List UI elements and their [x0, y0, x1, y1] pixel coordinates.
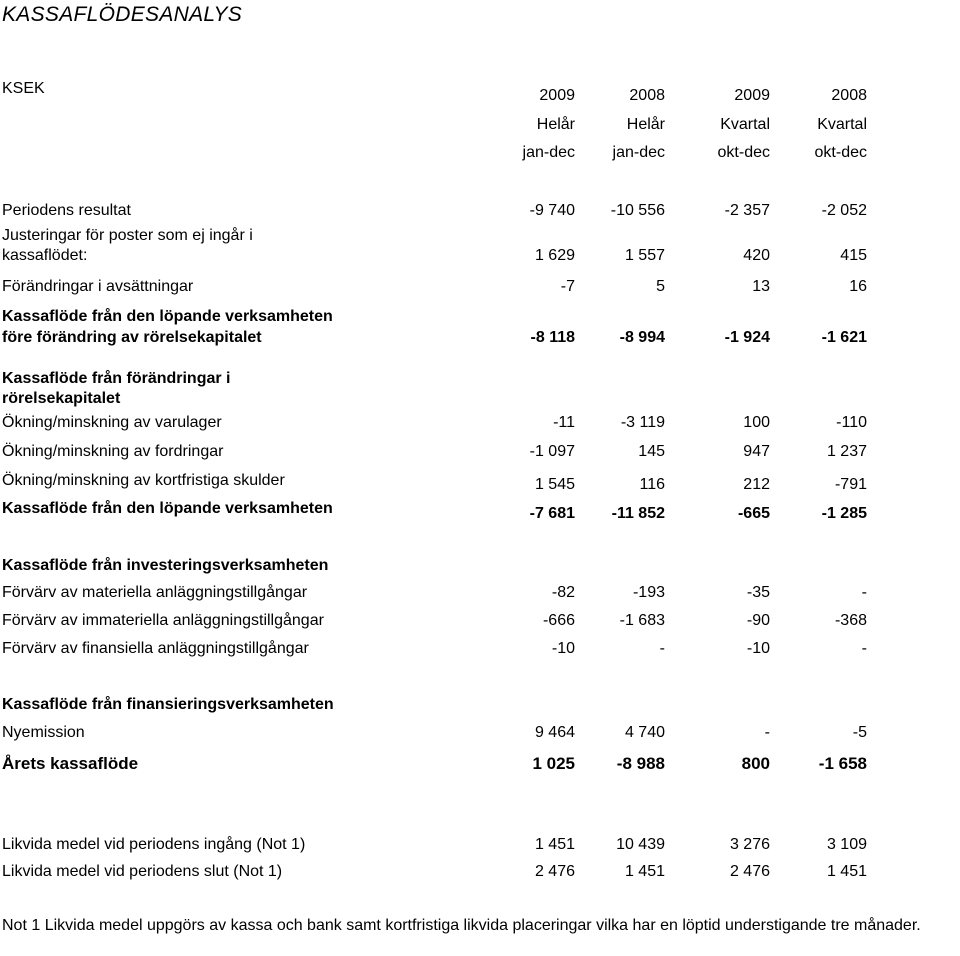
- footnote: Not 1 Likvida medel uppgörs av kassa och bank samt kortfristiga likvida placeringar vilka har en löptid understigande tre månader.: [2, 917, 921, 934]
- cell-value: 1 451: [624, 863, 665, 880]
- cell-value: -11 852: [611, 505, 665, 522]
- cell-value: 3 276: [729, 836, 770, 853]
- row-label: Ökning/minskning av kortfristiga skulder: [2, 472, 285, 489]
- cell-value: -: [659, 640, 665, 657]
- header-years: [0, 87, 960, 109]
- row-label: Periodens resultat: [2, 202, 131, 219]
- col-header-range: jan-dec: [612, 144, 665, 161]
- cell-value: -193: [632, 584, 665, 601]
- cell-value: 145: [638, 443, 665, 460]
- row-label: Likvida medel vid periodens slut (Not 1): [2, 863, 283, 880]
- cell-value: -1 924: [724, 329, 770, 346]
- cell-value: -1 683: [619, 612, 665, 629]
- cell-value: 212: [743, 476, 770, 493]
- cell-value: -: [764, 724, 770, 741]
- row-label: Ökning/minskning av varulager: [2, 414, 222, 431]
- row-label: Ökning/minskning av fordringar: [2, 443, 224, 460]
- cell-value: -90: [746, 612, 770, 629]
- cell-value: 1 025: [532, 754, 575, 773]
- page-title: KASSAFLÖDESANALYS: [2, 3, 243, 26]
- row-label: före förändring av rörelsekapitalet: [2, 329, 262, 346]
- header-ranges: [0, 144, 960, 166]
- cell-value: 5: [656, 278, 665, 295]
- cell-value: 100: [743, 414, 770, 431]
- cell-value: -8 994: [619, 329, 665, 346]
- col-header-year: 2009: [734, 87, 770, 104]
- row-label: Kassaflöde från den löpande verksamheten: [2, 308, 333, 325]
- cell-value: 800: [741, 754, 770, 773]
- cell-value: -1 658: [818, 754, 867, 773]
- col-header-period: Kvartal: [817, 116, 867, 133]
- cell-value: -35: [746, 584, 770, 601]
- cell-value: -8 118: [530, 329, 575, 346]
- row-label: kassaflödet:: [2, 247, 88, 264]
- row-label: Kassaflöde från den löpande verksamheten: [2, 500, 333, 517]
- section-heading-label: Kassaflöde från investeringsverksamheten: [2, 557, 329, 574]
- section-heading-label: rörelsekapitalet: [2, 390, 121, 407]
- cell-value: -1 097: [529, 443, 575, 460]
- cell-value: 1 237: [826, 443, 867, 460]
- col-header-period: Kvartal: [720, 116, 770, 133]
- cell-value: -9 740: [529, 202, 575, 219]
- cell-value: -1 621: [821, 329, 867, 346]
- cell-value: -666: [542, 612, 575, 629]
- row-label: Justeringar för poster som ej ingår i: [2, 227, 253, 244]
- row-label: Förvärv av materiella anläggningstillgångar: [2, 584, 308, 601]
- cell-value: 420: [743, 247, 770, 264]
- header-periods: [0, 116, 960, 138]
- cell-value: -5: [852, 724, 867, 741]
- cell-value: -82: [551, 584, 575, 601]
- cell-value: 1 451: [534, 836, 575, 853]
- cell-value: -2 357: [724, 202, 770, 219]
- cell-value: 116: [639, 476, 665, 493]
- col-header-range: okt-dec: [717, 144, 770, 161]
- cell-value: 4 740: [624, 724, 665, 741]
- cell-value: -3 119: [620, 414, 665, 431]
- row-label: Nyemission: [2, 724, 85, 741]
- cell-value: 1 545: [534, 476, 575, 493]
- cell-value: 1 629: [534, 247, 575, 264]
- col-header-range: jan-dec: [522, 144, 575, 161]
- cell-value: -110: [836, 414, 867, 431]
- cell-value: -8 988: [616, 754, 665, 773]
- col-header-year: 2009: [539, 87, 575, 104]
- row-label: Förändringar i avsättningar: [2, 278, 194, 295]
- col-header-range: okt-dec: [814, 144, 867, 161]
- cell-value: 9 464: [534, 724, 575, 741]
- cell-value: 1 557: [624, 247, 665, 264]
- cell-value: -: [861, 640, 867, 657]
- row-label: Likvida medel vid periodens ingång (Not 1): [2, 836, 306, 853]
- cell-value: -791: [834, 476, 867, 493]
- cell-value: -665: [737, 505, 770, 522]
- cell-value: -10: [746, 640, 770, 657]
- cell-value: 947: [743, 443, 770, 460]
- cell-value: 10 439: [616, 836, 665, 853]
- section-heading-label: Kassaflöde från finansieringsverksamheten: [2, 696, 334, 713]
- cell-value: -7 681: [529, 505, 575, 522]
- cell-value: -368: [834, 612, 867, 629]
- col-header-year: 2008: [629, 87, 665, 104]
- cell-value: -1 285: [821, 505, 867, 522]
- cell-value: 2 476: [729, 863, 770, 880]
- cell-value: 3 109: [826, 836, 867, 853]
- col-header-period: Helår: [536, 116, 575, 133]
- section-heading-label: Kassaflöde från förändringar i: [2, 370, 231, 387]
- cell-value: 13: [752, 278, 770, 295]
- cell-value: -2 052: [821, 202, 867, 219]
- cell-value: -7: [560, 278, 575, 295]
- cell-value: 2 476: [534, 863, 575, 880]
- row-label: Förvärv av immateriella anläggningstillgångar: [2, 612, 324, 629]
- col-header-period: Helår: [626, 116, 665, 133]
- unit-label: KSEK: [2, 80, 45, 97]
- col-header-year: 2008: [831, 87, 867, 104]
- cell-value: 16: [849, 278, 867, 295]
- row-label: Förvärv av finansiella anläggningstillgångar: [2, 640, 309, 657]
- cell-value: 1 451: [826, 863, 867, 880]
- cell-value: -: [861, 584, 867, 601]
- row-label: Årets kassaflöde: [2, 754, 139, 773]
- cell-value: 415: [840, 247, 867, 264]
- cell-value: -10 556: [610, 202, 665, 219]
- cell-value: -11: [553, 414, 575, 431]
- cell-value: -10: [551, 640, 575, 657]
